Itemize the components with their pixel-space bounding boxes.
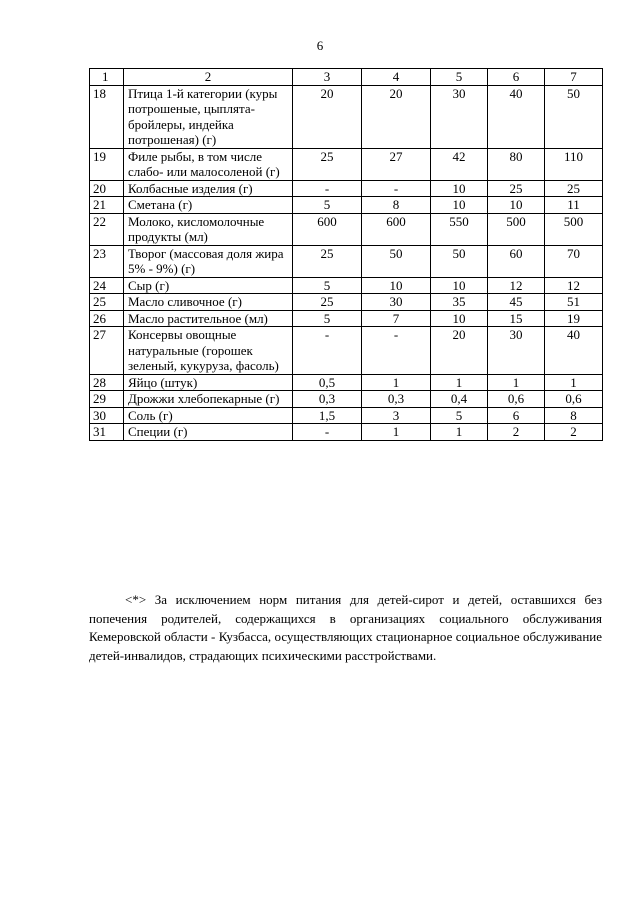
value-cell: 25 bbox=[293, 245, 362, 277]
product-name-cell: Птица 1-й категории (куры потрошеные, цыплята-бройлеры, индейка потрошеная) (г) bbox=[124, 85, 293, 148]
value-cell: 30 bbox=[488, 327, 545, 375]
row-number-cell: 24 bbox=[90, 277, 124, 294]
value-cell: 600 bbox=[293, 213, 362, 245]
value-cell: 10 bbox=[431, 310, 488, 327]
value-cell: 1 bbox=[545, 374, 603, 391]
value-cell: 550 bbox=[431, 213, 488, 245]
value-cell: 10 bbox=[488, 197, 545, 214]
value-cell: 50 bbox=[545, 85, 603, 148]
value-cell: - bbox=[362, 327, 431, 375]
product-name-cell: Колбасные изделия (г) bbox=[124, 180, 293, 197]
row-number-cell: 22 bbox=[90, 213, 124, 245]
product-name-cell: Масло растительное (мл) bbox=[124, 310, 293, 327]
value-cell: 500 bbox=[545, 213, 603, 245]
value-cell: - bbox=[293, 424, 362, 441]
value-cell: 1 bbox=[488, 374, 545, 391]
value-cell: 2 bbox=[488, 424, 545, 441]
table-row bbox=[90, 424, 603, 441]
value-cell: 10 bbox=[362, 277, 431, 294]
value-cell: 25 bbox=[293, 294, 362, 311]
product-name-cell: Филе рыбы, в том числе слабо- или малосоленой (г) bbox=[124, 148, 293, 180]
value-cell: - bbox=[293, 180, 362, 197]
product-name-cell: Молоко, кисломолочные продукты (мл) bbox=[124, 213, 293, 245]
table-row bbox=[90, 391, 603, 408]
value-cell: 1 bbox=[362, 374, 431, 391]
value-cell: 0,6 bbox=[545, 391, 603, 408]
value-cell: 60 bbox=[488, 245, 545, 277]
header-cell: 5 bbox=[431, 69, 488, 86]
product-name-cell: Яйцо (штук) bbox=[124, 374, 293, 391]
header-cell: 2 bbox=[124, 69, 293, 86]
value-cell: - bbox=[293, 327, 362, 375]
row-number-cell: 26 bbox=[90, 310, 124, 327]
row-number-cell: 18 bbox=[90, 85, 124, 148]
value-cell: 1 bbox=[431, 424, 488, 441]
table-row bbox=[90, 213, 603, 245]
value-cell: 0,6 bbox=[488, 391, 545, 408]
value-cell: 50 bbox=[431, 245, 488, 277]
row-number-cell: 31 bbox=[90, 424, 124, 441]
value-cell: 20 bbox=[362, 85, 431, 148]
value-cell: 8 bbox=[362, 197, 431, 214]
value-cell: 5 bbox=[293, 197, 362, 214]
value-cell: 40 bbox=[545, 327, 603, 375]
value-cell: 5 bbox=[293, 310, 362, 327]
value-cell: 12 bbox=[545, 277, 603, 294]
row-number-cell: 25 bbox=[90, 294, 124, 311]
row-number-cell: 20 bbox=[90, 180, 124, 197]
table-row bbox=[90, 294, 603, 311]
value-cell: 30 bbox=[362, 294, 431, 311]
value-cell: 5 bbox=[431, 407, 488, 424]
header-cell: 4 bbox=[362, 69, 431, 86]
value-cell: 6 bbox=[488, 407, 545, 424]
value-cell: 15 bbox=[488, 310, 545, 327]
value-cell: 0,3 bbox=[362, 391, 431, 408]
product-name-cell: Соль (г) bbox=[124, 407, 293, 424]
table-body bbox=[90, 69, 603, 441]
value-cell: 27 bbox=[362, 148, 431, 180]
value-cell: 10 bbox=[431, 197, 488, 214]
value-cell: 500 bbox=[488, 213, 545, 245]
value-cell: 50 bbox=[362, 245, 431, 277]
value-cell: 25 bbox=[545, 180, 603, 197]
value-cell: 51 bbox=[545, 294, 603, 311]
value-cell: 20 bbox=[431, 327, 488, 375]
header-cell: 3 bbox=[293, 69, 362, 86]
row-number-cell: 30 bbox=[90, 407, 124, 424]
table-row bbox=[90, 407, 603, 424]
value-cell: 3 bbox=[362, 407, 431, 424]
value-cell: 30 bbox=[431, 85, 488, 148]
page-number: 6 bbox=[316, 38, 324, 53]
table-row bbox=[90, 180, 603, 197]
value-cell: 5 bbox=[293, 277, 362, 294]
header-cell: 7 bbox=[545, 69, 603, 86]
product-name-cell: Консервы овощные натуральные (горошек зеленый, кукуруза, фасоль) bbox=[124, 327, 293, 375]
footnote bbox=[89, 591, 602, 665]
value-cell: 1,5 bbox=[293, 407, 362, 424]
value-cell: - bbox=[362, 180, 431, 197]
table-row bbox=[90, 197, 603, 214]
table-row bbox=[90, 148, 603, 180]
table-row bbox=[90, 310, 603, 327]
value-cell: 25 bbox=[488, 180, 545, 197]
value-cell: 8 bbox=[545, 407, 603, 424]
table-row bbox=[90, 85, 603, 148]
value-cell: 2 bbox=[545, 424, 603, 441]
value-cell: 0,4 bbox=[431, 391, 488, 408]
value-cell: 600 bbox=[362, 213, 431, 245]
product-name-cell: Специи (г) bbox=[124, 424, 293, 441]
row-number-cell: 19 bbox=[90, 148, 124, 180]
value-cell: 10 bbox=[431, 180, 488, 197]
value-cell: 45 bbox=[488, 294, 545, 311]
value-cell: 12 bbox=[488, 277, 545, 294]
table-row bbox=[90, 277, 603, 294]
footnote-text: <*> За исключением норм питания для детей-сирот и детей, оставшихся без попечения родителей, содержащихся в организациях социального обслуживания Кемеровской области - Кузбасса, осуществляющих стационарное социальное обслуживание детей-инвалидов, страдающих психическими расстройствами. bbox=[89, 592, 602, 663]
product-name-cell: Сметана (г) bbox=[124, 197, 293, 214]
table-header-row bbox=[90, 69, 603, 86]
nutrition-norms-table bbox=[89, 68, 603, 441]
value-cell: 25 bbox=[293, 148, 362, 180]
table-row bbox=[90, 327, 603, 375]
value-cell: 35 bbox=[431, 294, 488, 311]
value-cell: 11 bbox=[545, 197, 603, 214]
row-number-cell: 23 bbox=[90, 245, 124, 277]
value-cell: 1 bbox=[362, 424, 431, 441]
header-cell: 1 bbox=[90, 69, 124, 86]
value-cell: 7 bbox=[362, 310, 431, 327]
header-cell: 6 bbox=[488, 69, 545, 86]
value-cell: 10 bbox=[431, 277, 488, 294]
product-name-cell: Масло сливочное (г) bbox=[124, 294, 293, 311]
value-cell: 1 bbox=[431, 374, 488, 391]
table-row bbox=[90, 374, 603, 391]
value-cell: 42 bbox=[431, 148, 488, 180]
value-cell: 70 bbox=[545, 245, 603, 277]
value-cell: 40 bbox=[488, 85, 545, 148]
value-cell: 0,5 bbox=[293, 374, 362, 391]
product-name-cell: Сыр (г) bbox=[124, 277, 293, 294]
value-cell: 20 bbox=[293, 85, 362, 148]
product-name-cell: Творог (массовая доля жира 5% - 9%) (г) bbox=[124, 245, 293, 277]
table-row bbox=[90, 245, 603, 277]
row-number-cell: 21 bbox=[90, 197, 124, 214]
row-number-cell: 27 bbox=[90, 327, 124, 375]
value-cell: 19 bbox=[545, 310, 603, 327]
row-number-cell: 28 bbox=[90, 374, 124, 391]
value-cell: 80 bbox=[488, 148, 545, 180]
value-cell: 110 bbox=[545, 148, 603, 180]
product-name-cell: Дрожжи хлебопекарные (г) bbox=[124, 391, 293, 408]
value-cell: 0,3 bbox=[293, 391, 362, 408]
row-number-cell: 29 bbox=[90, 391, 124, 408]
